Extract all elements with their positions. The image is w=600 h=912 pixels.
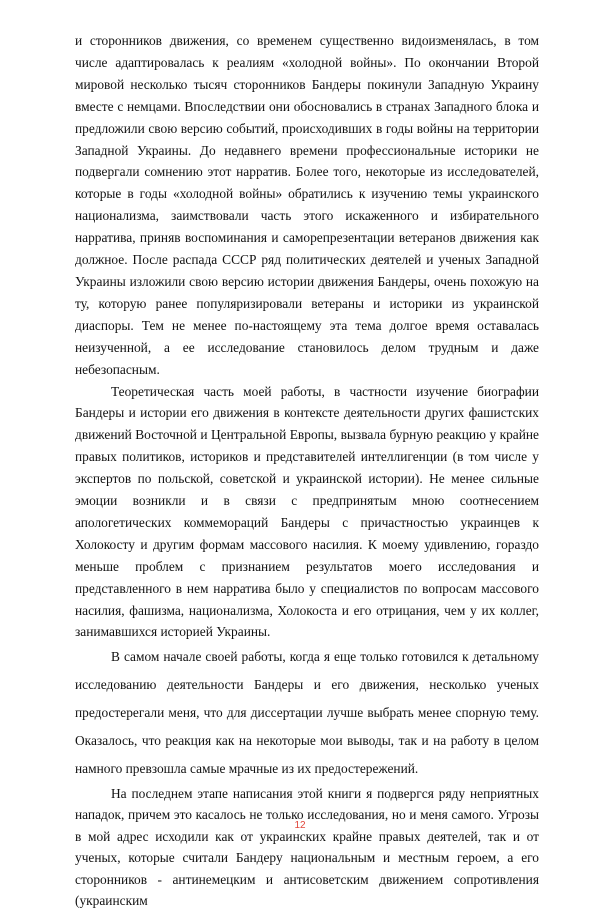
paragraph-3-part-1: В самом начале своей работы, когда я еще только готовился к детальному исследованию деятельности Бандеры и его движения, несколько ученых предостерегали меня, что для диссертации лучше выбрать менее спорную тему. Оказалось, что реакция как на некоторые мои выводы, так и на работу в целом намного превзошла самые мрачные из их предостережений. [75, 649, 539, 776]
paragraph-2: Теоретическая часть моей работы, в частности изучение биографии Бандеры и истории его движения в контексте деятельности других фашистских движений Восточной и Центральной Европы, вызвала бурную реакцию у крайне правых политиков, историков и представителей интеллигенции (в том числе у экспертов по польской, советской и украинской истории). Не менее сильные эмоции возникли и в связи с предпринятым мною соотнесением апологетических коммемораций Бандеры с причастностью украинцев к Холокосту и другим формам массового насилия. К моему удивлению, гораздо меньше проблем с признанием результатов моего исследования и представленного в нем нарратива было у специалистов по вопросам массового насилия, фашизма, национализма, Холокоста и его отрицания, чем у их коллег, занимавшихся историей Украины. [75, 383, 539, 640]
document-body [75, 30, 539, 912]
paragraph-3 [75, 643, 539, 912]
paragraph-1: и сторонников движения, со временем существенно видоизменялась, в том числе адаптировалась к реалиям «холодной войны». По окончании Второй мировой несколько тысяч сторонников Бандеры покинули Западную Украину вместе с немцами. Впоследствии они обосновались в странах Западного блока и предложили свою версию событий, происходивших в годы войны на территории Западной Украины. До недавнего времени профессиональные историки не подвергали сомнению этот нарратив. Более того, некоторые из исследователей, которые в годы «холодной войны» обратились к изучению темы украинского национализма, заимствовали часть этого искаженного и избирательного нарратива, приняв воспоминания и саморепрезентации ветеранов движения как должное. После распада СССР ряд политических деятелей и ученых Западной Украины изложили свою версию истории движения Бандеры, очень похожую на ту, которую ранее популяризировали ветераны и историки из украинской диаспоры. Тем не менее по-настоящему эта тема долгое время оставалась неизученной, а ее исследование становилось делом трудным и даже небезопасным. [75, 33, 539, 377]
page-number: 12 [294, 820, 306, 831]
paragraph-3-part-2: На последнем этапе написания этой книги я подвергся ряду неприятных нападок, причем это касалось не только исследования, но и меня самого. Угрозы в мой адрес исходили как от украинских крайне правых деятелей, так и от ученых, которые считали Бандеру национальным и местным героем, а его сторонников - антинемецким и антисоветским движением сопротивления (украинским [75, 785, 539, 909]
